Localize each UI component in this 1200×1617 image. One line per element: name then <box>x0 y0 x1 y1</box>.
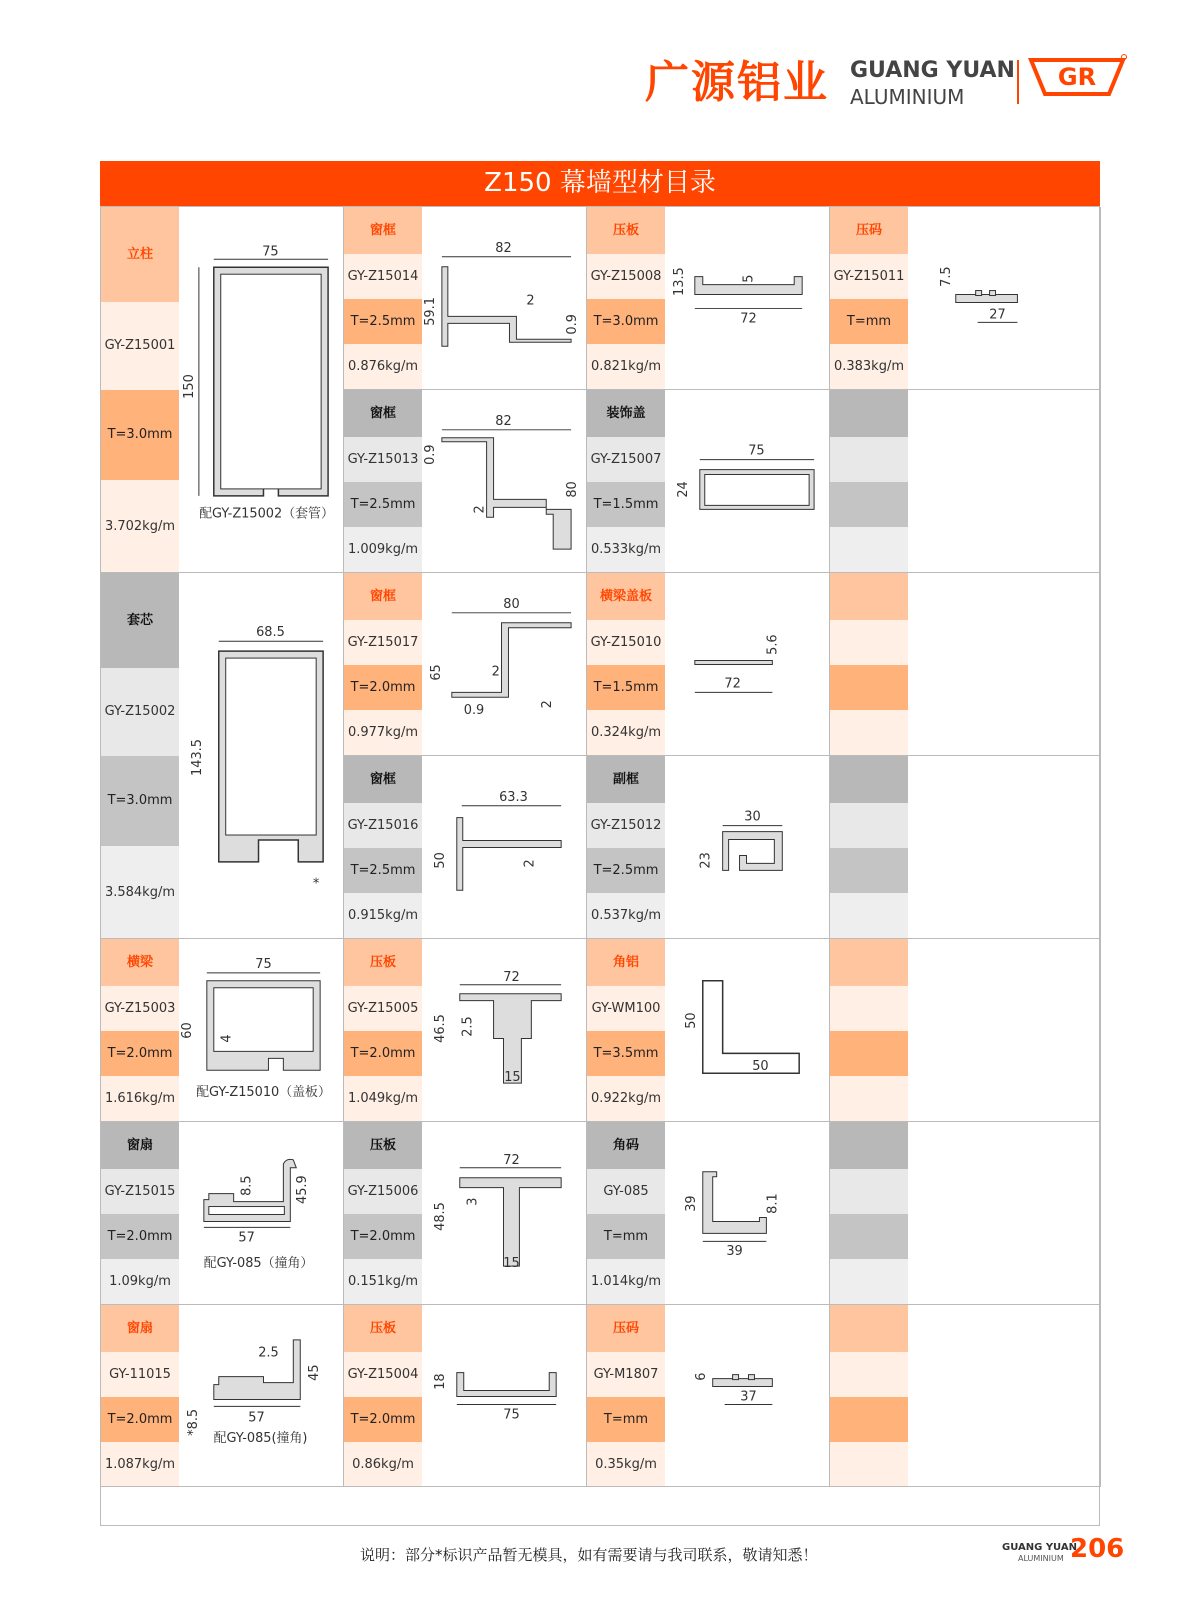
dimension-label: 0.9 <box>463 703 485 719</box>
dimension-label: 150 <box>181 374 197 399</box>
profile-thickness: T=2.5mm <box>587 848 665 893</box>
dimension-label: 75 <box>255 956 272 972</box>
dimension-label: 27 <box>989 307 1006 323</box>
profile-thickness: T=mm <box>587 1397 665 1442</box>
profile-code: GY-Z15010 <box>587 620 665 665</box>
profile-catalog-grid <box>100 206 1100 1526</box>
profile-code: GY-Z15004 <box>344 1352 422 1397</box>
dimension-label: 59.1 <box>422 297 438 326</box>
dimension-label: 72 <box>740 311 757 327</box>
empty-cell <box>830 573 1101 756</box>
profile-name: 压码 <box>587 1305 665 1352</box>
dimension-label: 4 <box>219 1034 235 1043</box>
profile-cell-gy-z15014 <box>344 207 587 390</box>
dimension-label: 75 <box>748 443 765 459</box>
profile-cell-gy-m1807 <box>587 1305 830 1487</box>
profile-drawing <box>179 939 343 1121</box>
profile-thickness: T=2.5mm <box>344 848 422 893</box>
profile-drawing <box>665 1305 829 1486</box>
profile-cell-gy-11015 <box>101 1305 344 1487</box>
brand-logo <box>645 54 1125 112</box>
profile-thickness: T=2.0mm <box>101 1031 179 1076</box>
profile-note: 配GY-Z15010（盖板） <box>196 1085 331 1101</box>
dimension-label: 39 <box>683 1195 699 1212</box>
dimension-label: 57 <box>248 1410 265 1426</box>
profile-weight: 0.151kg/m <box>344 1259 422 1305</box>
dimension-label: 45 <box>307 1364 323 1381</box>
profile-weight: 0.821kg/m <box>587 344 665 390</box>
dimension-label: 18 <box>432 1373 448 1390</box>
profile-thickness: T=2.0mm <box>344 1031 422 1076</box>
profile-name: 压板 <box>344 939 422 986</box>
empty-cell <box>830 939 1101 1122</box>
profile-weight: 1.087kg/m <box>101 1442 179 1487</box>
gr-emblem-icon <box>1027 54 1127 106</box>
dimension-label: 65 <box>428 664 444 681</box>
profile-cell-gy-z15008 <box>587 207 830 390</box>
profile-cell-gy-z15001 <box>101 207 344 573</box>
profile-code: GY-Z15014 <box>344 254 422 299</box>
profile-drawing <box>665 1122 829 1304</box>
profile-name: 压板 <box>344 1305 422 1352</box>
profile-weight: 0.35kg/m <box>587 1442 665 1487</box>
dimension-label: 23 <box>698 852 714 869</box>
profile-thickness: T=3.0mm <box>101 390 179 480</box>
profile-drawing <box>179 1122 343 1304</box>
dimension-label: 30 <box>744 809 761 825</box>
profile-name: 装饰盖 <box>587 390 665 437</box>
profile-weight: 0.86kg/m <box>344 1442 422 1487</box>
dimension-label: 13.5 <box>671 267 687 296</box>
dimension-label: 72 <box>503 1152 520 1168</box>
profile-drawing <box>422 756 586 938</box>
profile-code: GY-M1807 <box>587 1352 665 1397</box>
page-number: 206 <box>1070 1534 1125 1564</box>
profile-note: * <box>312 876 320 892</box>
dimension-label: 5.6 <box>765 634 781 655</box>
empty-cell <box>830 1122 1101 1305</box>
profile-weight: 3.702kg/m <box>101 480 179 573</box>
profile-name: 副框 <box>587 756 665 803</box>
profile-name: 窗框 <box>344 390 422 437</box>
dimension-label: 5 <box>741 274 757 283</box>
profile-drawing <box>665 207 829 389</box>
profile-cell-gy-wm100 <box>587 939 830 1122</box>
dimension-label: 37 <box>740 1389 757 1405</box>
profile-cell-gy-z15006 <box>344 1122 587 1305</box>
profile-drawing <box>665 390 829 572</box>
profile-note: 配GY-085（撞角） <box>203 1256 314 1272</box>
logo-mark-letters: GR <box>1057 63 1097 91</box>
dimension-label: 48.5 <box>432 1202 448 1231</box>
profile-note: 配GY-Z15002（套管） <box>199 506 334 522</box>
profile-name: 压板 <box>587 207 665 254</box>
profile-weight: 0.324kg/m <box>587 710 665 756</box>
profile-name: 角铝 <box>587 939 665 986</box>
footer-brand-name: GUANG YUAN <box>1002 1542 1077 1553</box>
profile-code: GY-Z15008 <box>587 254 665 299</box>
dimension-label: 46.5 <box>432 1014 448 1043</box>
profile-name: 窗扇 <box>101 1122 179 1169</box>
dimension-label: 75 <box>262 244 279 260</box>
dimension-label: 50 <box>752 1059 769 1075</box>
profile-cell-gy-z15015 <box>101 1122 344 1305</box>
dimension-label: 24 <box>675 481 691 498</box>
dimension-label: 143.5 <box>189 739 205 776</box>
profile-name: 窗扇 <box>101 1305 179 1352</box>
profile-thickness: T=2.0mm <box>344 1397 422 1442</box>
profile-drawing <box>179 207 343 572</box>
profile-weight: 1.014kg/m <box>587 1259 665 1305</box>
dimension-label: 2 <box>472 505 488 514</box>
profile-drawing <box>422 390 586 572</box>
profile-code: GY-085 <box>587 1169 665 1214</box>
profile-thickness: T=2.0mm <box>101 1397 179 1442</box>
footer-brand-subtitle: ALUMINIUM <box>1018 1554 1064 1563</box>
profile-drawing <box>422 939 586 1121</box>
profile-name: 横梁 <box>101 939 179 986</box>
dimension-label: 15 <box>504 1070 521 1086</box>
profile-thickness: T=3.5mm <box>587 1031 665 1076</box>
dimension-label: 0.9 <box>422 444 438 465</box>
profile-weight: 0.977kg/m <box>344 710 422 756</box>
dimension-label: 72 <box>503 969 520 985</box>
profile-code: GY-Z15001 <box>101 302 179 390</box>
footer-disclaimer: 说明：部分*标识产品暂无模具，如有需要请与我司联系，敬请知悉！ <box>360 1546 818 1564</box>
profile-name: 压码 <box>830 207 908 254</box>
profile-drawing <box>179 1305 343 1486</box>
profile-thickness: T=3.0mm <box>587 299 665 344</box>
dimension-label: 8.1 <box>765 1193 781 1214</box>
empty-cell <box>830 756 1101 939</box>
profile-weight: 1.616kg/m <box>101 1076 179 1122</box>
profile-drawing <box>422 1305 586 1486</box>
profile-cell-gy-z15010 <box>587 573 830 756</box>
profile-cell-gy-z15017 <box>344 573 587 756</box>
profile-weight: 0.533kg/m <box>587 527 665 573</box>
profile-code: GY-11015 <box>101 1352 179 1397</box>
profile-name: 窗框 <box>344 756 422 803</box>
profile-weight: 3.584kg/m <box>101 846 179 939</box>
dimension-label: 2 <box>526 293 535 309</box>
profile-weight: 0.876kg/m <box>344 344 422 390</box>
profile-drawing <box>908 207 1100 389</box>
profile-name: 横梁盖板 <box>587 573 665 620</box>
dimension-label: 82 <box>495 413 512 429</box>
profile-name: 窗框 <box>344 573 422 620</box>
profile-note: 配GY-085(撞角) <box>213 1431 308 1447</box>
dimension-label: 63.3 <box>499 789 528 805</box>
dimension-label: 68.5 <box>256 625 285 641</box>
profile-code: GY-Z15005 <box>344 986 422 1031</box>
profile-name: 压板 <box>344 1122 422 1169</box>
dimension-label: 2 <box>491 664 500 680</box>
dimension-label: 3 <box>465 1197 481 1206</box>
dimension-label: 60 <box>179 1022 195 1039</box>
catalog-title: Z150 幕墙型材目录 <box>100 161 1100 206</box>
profile-drawing <box>179 573 343 938</box>
profile-thickness: T=1.5mm <box>587 482 665 527</box>
profile-cell-gy-z15005 <box>344 939 587 1122</box>
profile-thickness: T=mm <box>830 299 908 344</box>
profile-weight: 0.537kg/m <box>587 893 665 939</box>
empty-cell <box>830 390 1101 573</box>
profile-weight: 1.09kg/m <box>101 1259 179 1305</box>
profile-drawing <box>422 573 586 755</box>
profile-weight: 1.009kg/m <box>344 527 422 573</box>
profile-code: GY-Z15012 <box>587 803 665 848</box>
logo-english-subtitle: ALUMINIUM <box>850 85 965 109</box>
profile-code: GY-Z15002 <box>101 668 179 756</box>
dimension-label: 15 <box>503 1256 520 1272</box>
profile-code: GY-Z15007 <box>587 437 665 482</box>
dimension-label: 0.9 <box>565 314 581 335</box>
profile-weight: 0.383kg/m <box>830 344 908 390</box>
profile-code: GY-Z15017 <box>344 620 422 665</box>
dimension-label: 50 <box>432 852 448 869</box>
profile-weight: 1.049kg/m <box>344 1076 422 1122</box>
dimension-label: 7.5 <box>938 266 954 287</box>
profile-code: GY-WM100 <box>587 986 665 1031</box>
profile-cell-gy-z15011 <box>830 207 1101 390</box>
profile-drawing <box>422 1122 586 1304</box>
dimension-label: 75 <box>503 1407 520 1423</box>
dimension-label: 57 <box>238 1230 255 1246</box>
profile-code: GY-Z15015 <box>101 1169 179 1214</box>
profile-thickness: T=1.5mm <box>587 665 665 710</box>
profile-cell-gy-z15003 <box>101 939 344 1122</box>
empty-cell <box>830 1305 1101 1487</box>
profile-name: 立柱 <box>101 207 179 302</box>
profile-thickness: T=2.5mm <box>344 482 422 527</box>
profile-thickness: T=3.0mm <box>101 756 179 846</box>
profile-drawing <box>665 939 829 1121</box>
profile-weight: 0.915kg/m <box>344 893 422 939</box>
profile-code: GY-Z15013 <box>344 437 422 482</box>
dimension-label: 72 <box>724 676 741 692</box>
profile-code: GY-Z15016 <box>344 803 422 848</box>
dimension-label: 2.5 <box>460 1016 476 1037</box>
profile-name: 窗框 <box>344 207 422 254</box>
profile-code: GY-Z15003 <box>101 986 179 1031</box>
profile-thickness: T=2.0mm <box>101 1214 179 1259</box>
profile-drawing <box>422 207 586 389</box>
profile-cell-gy-z15007 <box>587 390 830 573</box>
dimension-label: 6 <box>693 1372 709 1381</box>
dimension-label: 80 <box>503 596 520 612</box>
profile-thickness: T=2.0mm <box>344 665 422 710</box>
profile-name: 角码 <box>587 1122 665 1169</box>
profile-name: 套芯 <box>101 573 179 668</box>
dimension-label: 39 <box>726 1244 743 1260</box>
profile-cell-gy-z15002 <box>101 573 344 939</box>
logo-divider <box>1017 60 1019 104</box>
profile-cell-gy-z15012 <box>587 756 830 939</box>
logo-english-name: GUANG YUAN <box>850 58 1015 83</box>
profile-cell-gy-z15016 <box>344 756 587 939</box>
dimension-label: *8.5 <box>185 1408 201 1436</box>
profile-cell-gy-z15013 <box>344 390 587 573</box>
dimension-label: 2 <box>522 859 538 868</box>
dimension-label: 2.5 <box>258 1345 279 1361</box>
dimension-label: 80 <box>565 481 581 498</box>
profile-cell-gy-085 <box>587 1122 830 1305</box>
dimension-label: 2 <box>540 700 556 709</box>
dimension-label: 8.5 <box>239 1175 255 1196</box>
dimension-label: 50 <box>683 1012 699 1029</box>
profile-thickness: T=mm <box>587 1214 665 1259</box>
profile-code: GY-Z15011 <box>830 254 908 299</box>
profile-cell-gy-z15004 <box>344 1305 587 1487</box>
profile-drawing <box>665 756 829 938</box>
profile-drawing <box>665 573 829 755</box>
dimension-label: 82 <box>495 240 512 256</box>
logo-chinese-name: 广源铝业 <box>645 57 829 108</box>
profile-weight: 0.922kg/m <box>587 1076 665 1122</box>
profile-thickness: T=2.5mm <box>344 299 422 344</box>
profile-thickness: T=2.0mm <box>344 1214 422 1259</box>
profile-code: GY-Z15006 <box>344 1169 422 1214</box>
dimension-label: 45.9 <box>295 1175 311 1205</box>
